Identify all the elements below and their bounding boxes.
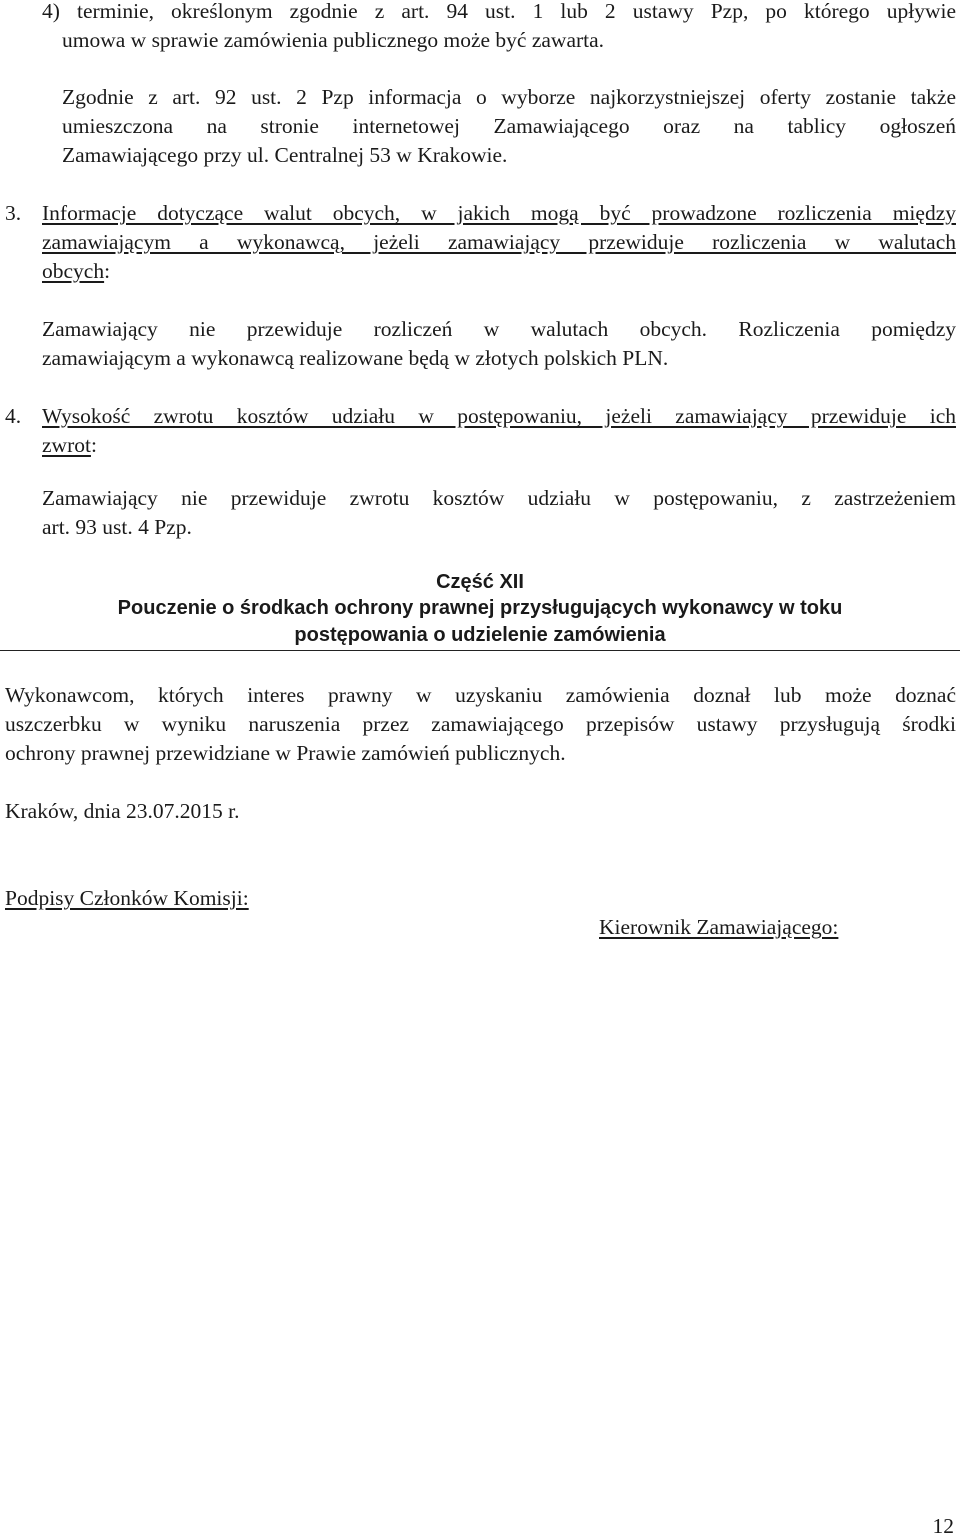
- section4-heading-line1: Wysokość zwrotu kosztów udziału w postępowaniu, jeżeli zamawiający przewiduje ich: [42, 404, 956, 428]
- section3-body-line1: Zamawiający nie przewiduje rozliczeń w walutach obcych. Rozliczenia pomiędzy: [42, 317, 956, 341]
- section3-heading-line3: [42, 257, 110, 286]
- section3-heading-line2: zamawiającym a wykonawcą, jeżeli zamawiający przewiduje rozliczenia w walutach: [42, 230, 956, 254]
- art92-line2: umieszczona na stronie internetowej Zamawiającego oraz na tablicy ogłoszeń: [62, 114, 956, 138]
- section-divider: [0, 650, 960, 651]
- remedies-line3: ochrony prawnej przewidziane w Prawie zamówień publicznych.: [5, 741, 566, 765]
- art92-line3: Zamawiającego przy ul. Centralnej 53 w Krakowie.: [62, 143, 508, 167]
- committee-signatures-label: Podpisy Członków Komisji:: [5, 886, 249, 910]
- section3-heading-line1: Informacje dotyczące walut obcych, w jakich mogą być prowadzone rozliczenia między: [42, 201, 956, 225]
- item4-line2: umowa w sprawie zamówienia publicznego może być zawarta.: [62, 28, 605, 52]
- remedies-line2: uszczerbku w wyniku naruszenia przez zamawiającego przepisów ustawy przysługują środki: [5, 712, 956, 736]
- section4-heading-line2: [42, 431, 97, 460]
- section4-body-line1: Zamawiający nie przewiduje zwrotu kosztów udziału w postępowaniu, z zastrzeżeniem: [42, 486, 956, 510]
- item4-line1: 4) terminie, określonym zgodnie z art. 94 ust. 1 lub 2 ustawy Pzp, po którego upływie: [42, 0, 956, 23]
- part-title: Część XII: [436, 571, 524, 593]
- remedies-line1: Wykonawcom, których interes prawny w uzyskaniu zamówienia doznał lub może doznać: [5, 683, 956, 707]
- section3-heading-colon: :: [104, 259, 111, 283]
- head-signature-label: Kierownik Zamawiającego:: [599, 915, 839, 939]
- page-number: 12: [932, 1514, 954, 1538]
- section4-body-line2: art. 93 ust. 4 Pzp.: [42, 515, 192, 539]
- section4-heading-colon: :: [90, 433, 97, 457]
- art92-line1: Zgodnie z art. 92 ust. 2 Pzp informacja o wyborze najkorzystniejszej oferty zostanie także: [62, 85, 956, 109]
- section4-heading-word: zwrot: [42, 433, 91, 457]
- part-subtitle-line1: Pouczenie o środkach ochrony prawnej przysługujących wykonawcy w toku: [117, 597, 843, 619]
- section4-number: 4.: [5, 404, 22, 428]
- section3-body-line2: zamawiającym a wykonawcą realizowane będą w złotych polskich PLN.: [42, 346, 669, 370]
- part-subtitle-line2: postępowania o udzielenie zamówienia: [294, 624, 666, 646]
- section3-number: 3.: [5, 201, 22, 225]
- date-line: Kraków, dnia 23.07.2015 r.: [5, 799, 240, 823]
- section3-heading-word: obcych: [42, 259, 105, 283]
